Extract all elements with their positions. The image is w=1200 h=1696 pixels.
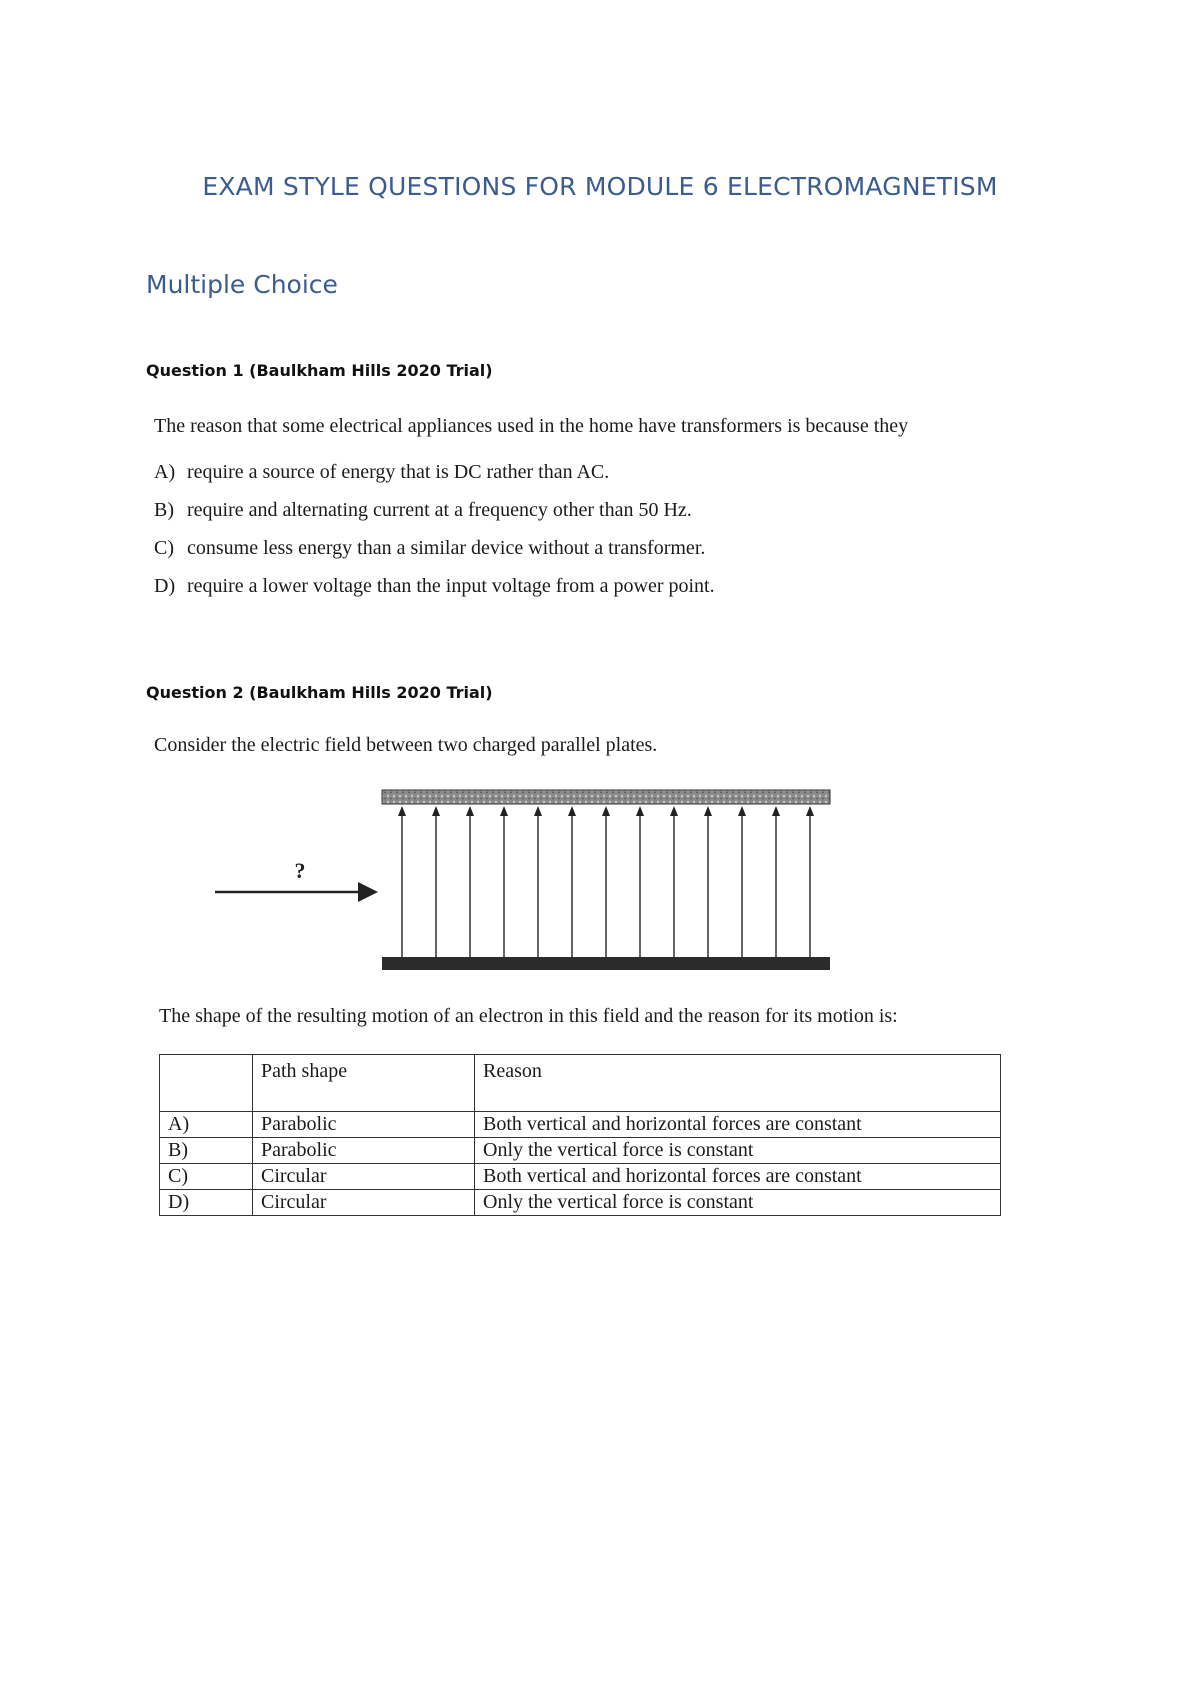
option-text: consume less energy than a similar device without a transformer. [187,537,706,559]
section-heading: Multiple Choice [146,270,338,299]
row-path-shape: Circular [253,1190,475,1216]
option-text: require a source of energy that is DC rather than AC. [187,461,610,483]
row-letter: C) [160,1164,253,1190]
field-arrowhead [738,806,746,816]
incoming-label: ? [294,858,306,883]
option-letter: C) [154,537,174,559]
row-letter: A) [160,1112,253,1138]
option-b [154,499,715,537]
question-2-heading: Question 2 (Baulkham Hills 2020 Trial) [146,683,493,702]
row-reason: Both vertical and horizontal forces are constant [475,1112,1001,1138]
question-1-heading: Question 1 (Baulkham Hills 2020 Trial) [146,361,493,380]
question-1-stem: The reason that some electrical appliances used in the home have transformers is because they [154,415,909,437]
field-arrowhead [398,806,406,816]
field-arrowhead [432,806,440,816]
answer-table [159,1054,1001,1216]
row-path-shape: Circular [253,1164,475,1190]
field-arrowhead [568,806,576,816]
row-letter: B) [160,1138,253,1164]
page-title: EXAM STYLE QUESTIONS FOR MODULE 6 ELECTROMAGNETISM [202,172,998,201]
header-reason: Reason [475,1055,1001,1112]
field-arrowhead [500,806,508,816]
bottom-plate [382,957,830,970]
table-row [160,1190,1001,1216]
row-reason: Only the vertical force is constant [475,1190,1001,1216]
option-letter: D) [154,575,176,597]
row-path-shape: Parabolic [253,1112,475,1138]
answer-table-header [160,1055,1001,1112]
top-plate [382,790,830,804]
option-text: require and alternating current at a frequency other than 50 Hz. [187,499,692,521]
option-c [154,537,715,575]
field-arrowhead [704,806,712,816]
option-d [154,575,715,613]
field-lines [398,806,814,957]
field-arrowhead [806,806,814,816]
option-letter: B) [154,499,174,521]
option-a [154,461,715,499]
field-arrowhead [534,806,542,816]
row-path-shape: Parabolic [253,1138,475,1164]
option-text: require a lower voltage than the input voltage from a power point. [187,575,715,597]
field-arrowhead [602,806,610,816]
option-letter: A) [154,461,176,483]
question-2-stem: Consider the electric field between two charged parallel plates. [154,734,658,756]
header-path-shape: Path shape [253,1055,475,1112]
table-row [160,1112,1001,1138]
field-arrowhead [636,806,644,816]
field-arrowhead [772,806,780,816]
table-row [160,1138,1001,1164]
field-arrowhead [466,806,474,816]
question-1-options [154,461,715,613]
header-cell [160,1055,253,1112]
row-letter: D) [160,1190,253,1216]
parallel-plates-diagram [200,782,860,972]
row-reason: Both vertical and horizontal forces are constant [475,1164,1001,1190]
field-arrowhead [670,806,678,816]
question-2-prompt: The shape of the resulting motion of an electron in this field and the reason for its motion is: [159,1005,898,1027]
row-reason: Only the vertical force is constant [475,1138,1001,1164]
table-row [160,1164,1001,1190]
